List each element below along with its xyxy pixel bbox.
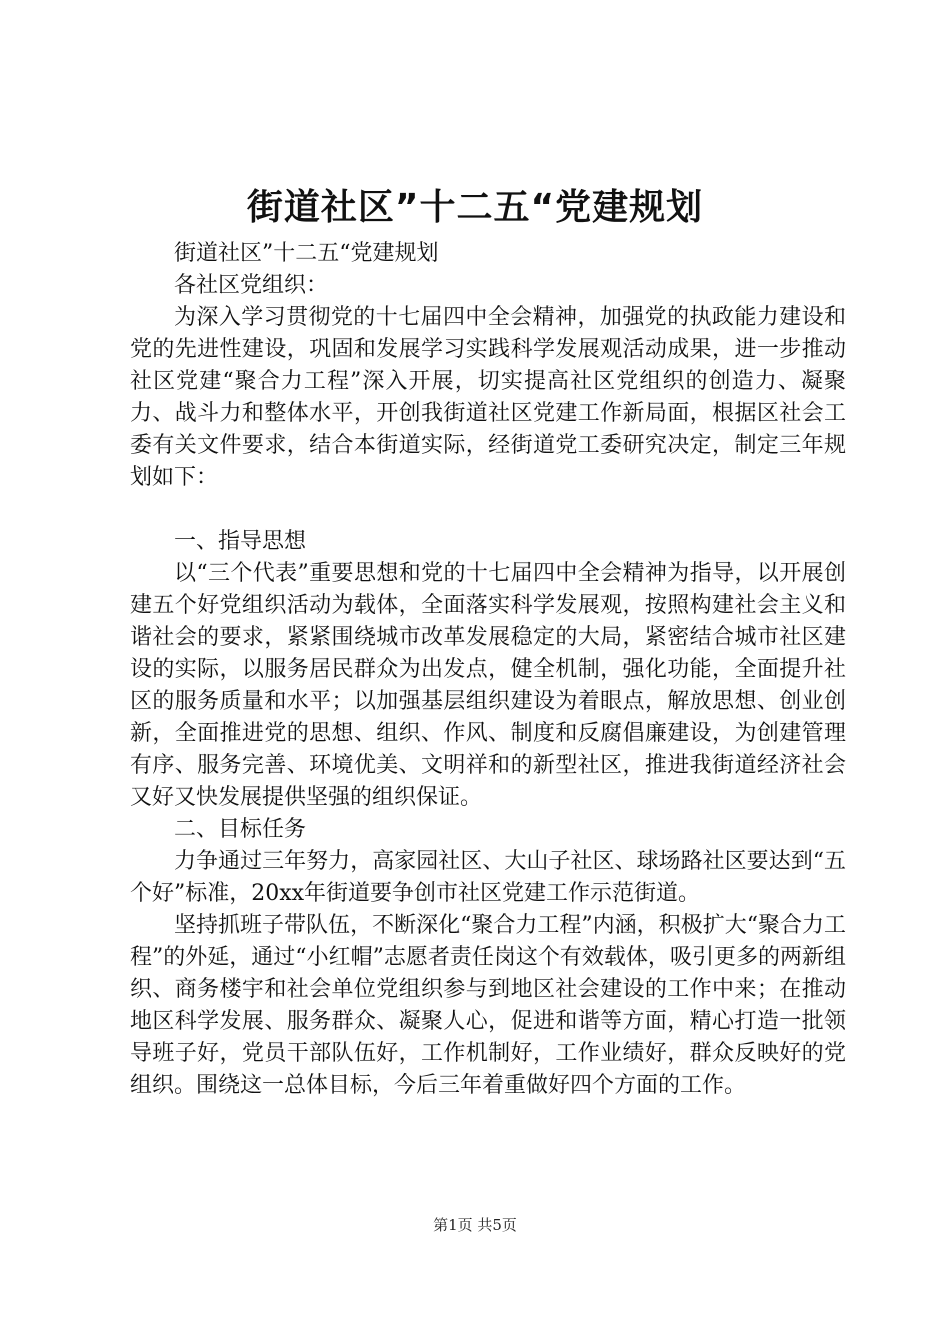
page-footer: 第1页 共5页	[433, 1216, 517, 1234]
document-title: 街道社区”十二五“党建规划	[246, 187, 704, 228]
paragraph-salutation: 各社区党组织：	[174, 273, 329, 298]
paragraph-intro: 为深入学习贯彻党的十七届四中全会精神，加强党的执政能力建设和党的先进性建设，巩固和发展学习实践科学发展观活动成果，进一步推动社区党建“聚合力工程”深入开展，切实提高社区党组织的创造力、凝聚力、战斗力和整体水平，开创我街道社区党建工作新局面，根据区社会工委有关文件要求，结合本街道实际，经街道党工委研究决定，制定三年规划如下：	[130, 305, 846, 490]
paragraph-subtitle: 街道社区”十二五“党建规划	[174, 241, 439, 266]
paragraph-goals-2: 坚持抓班子带队伍，不断深化“聚合力工程”内涵，积极扩大“聚合力工程”的外延，通过“小红帽”志愿者责任岗这个有效载体，吸引更多的两新组织、商务楼宇和社会单位党组织参与到地区社会建设的工作中来；在推动地区科学发展、服务群众、凝聚人心，促进和谐等方面，精心打造一批领导班子好，党员干部队伍好，工作机制好，工作业绩好，群众反映好的党组织。围绕这一总体目标，今后三年着重做好四个方面的工作。	[130, 913, 846, 1098]
document-body	[130, 238, 846, 1102]
paragraph-spacer	[130, 494, 846, 526]
paragraph-guiding-ideology: 以“三个代表”重要思想和党的十七届四中全会精神为指导，以开展创建五个好党组织活动为载体，全面落实科学发展观，按照构建社会主义和谐社会的要求，紧紧围绕城市改革发展稳定的大局，紧密结合城市社区建设的实际，以服务居民群众为出发点，健全机制，强化功能，全面提升社区的服务质量和水平；以加强基层组织建设为着眼点，解放思想、创业创新，全面推进党的思想、组织、作风、制度和反腐倡廉建设，为创建管理有序、服务完善、环境优美、文明祥和的新型社区，推进我街道经济社会又好又快发展提供坚强的组织保证。	[130, 561, 846, 810]
section-heading-guiding-ideology: 一、指导思想	[174, 529, 307, 554]
paragraph-goals-1: 力争通过三年努力，高家园社区、大山子社区、球场路社区要达到“五个好”标准，20xx年街道要争创市社区党建工作示范街道。	[130, 849, 846, 906]
section-heading-goals: 二、目标任务	[174, 817, 307, 842]
